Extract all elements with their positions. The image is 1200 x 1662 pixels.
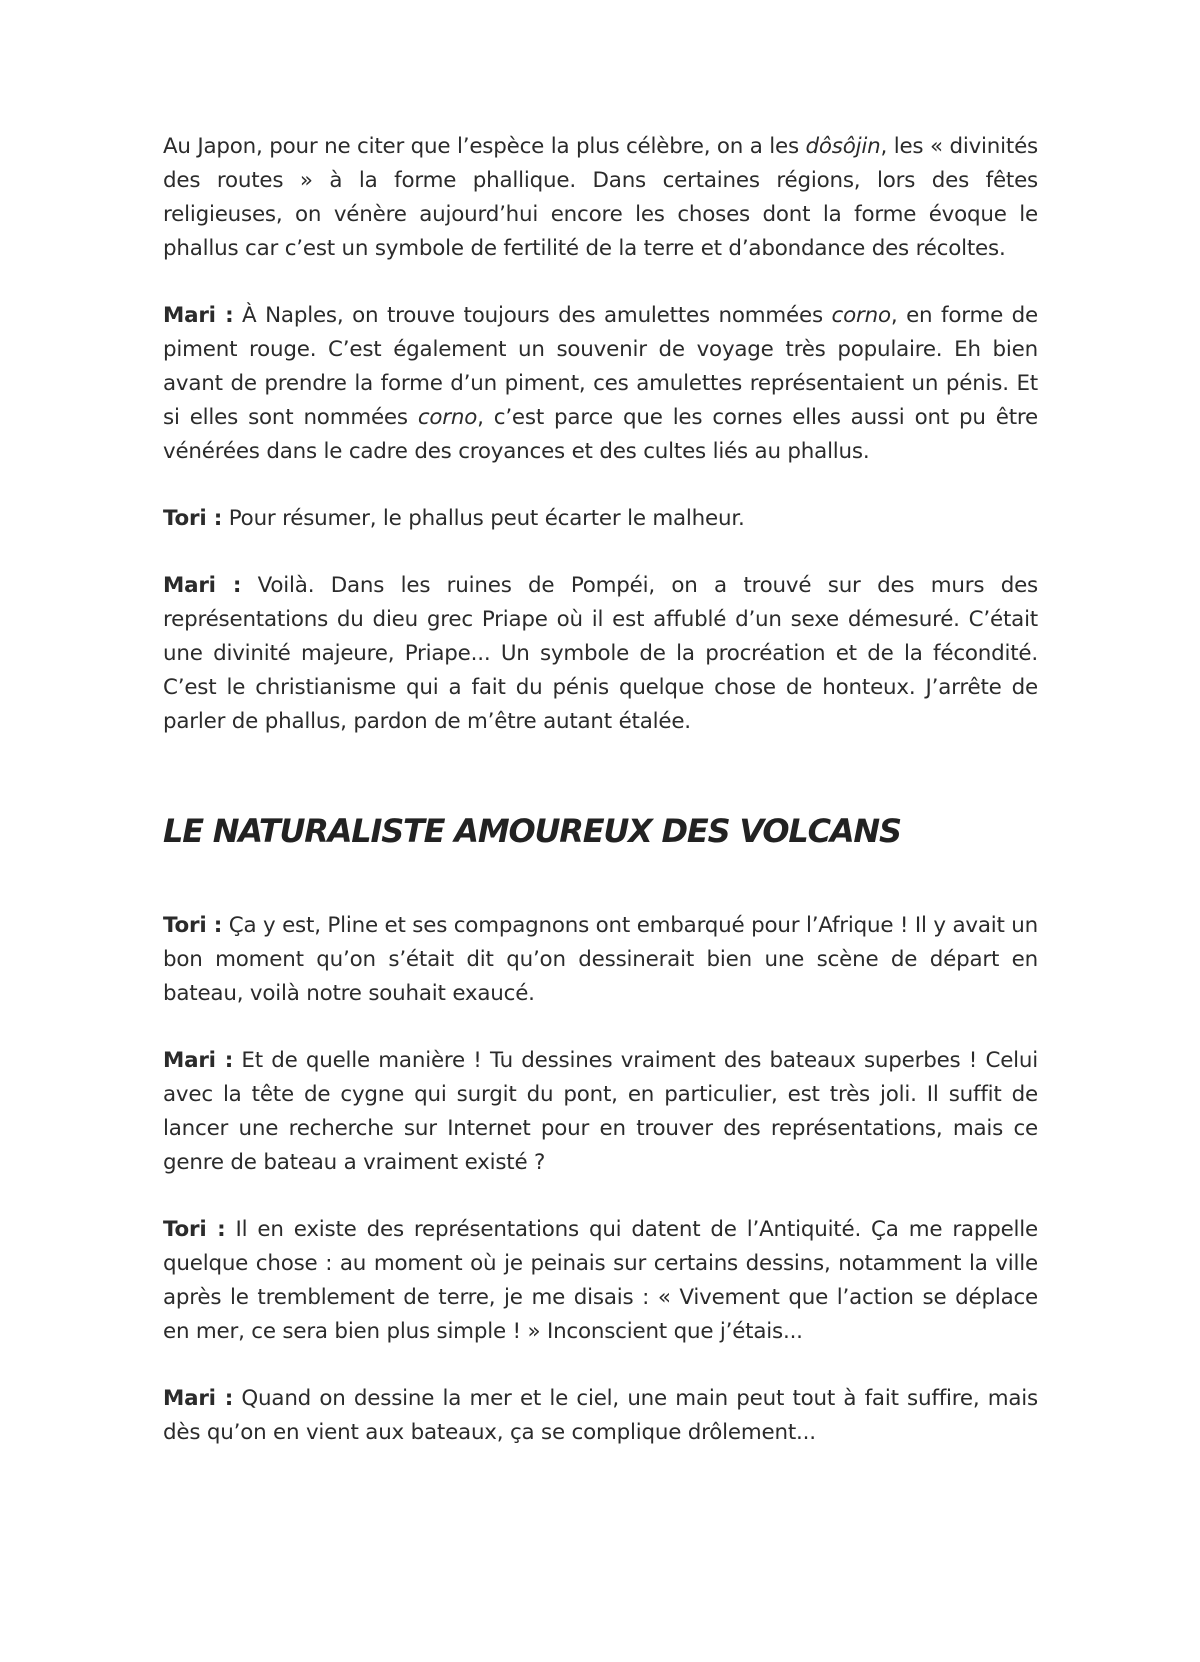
paragraph-text: , c’est parce que les cornes elles aussi ont pu être vénérées dans le cadre des croyances et des cultes liés au phallus. (163, 405, 1038, 464)
speaker-label: Mari : (163, 1386, 234, 1411)
speaker-label: Tori : (163, 506, 223, 531)
paragraph-text: , les « divinités des routes » à la forme phallique. Dans certaines régions, lors des fêtes religieuses, on vénère aujourd’hui encore les choses dont la forme évoque le phallus car c’est un symbole de fertilité de la terre et d’abondance des récoltes. (163, 134, 1038, 261)
paragraph-bateaux (163, 1044, 1038, 1180)
paragraph-text: Ça y est, Pline et ses compagnons ont embarqué pour l’Afrique ! Il y avait un bon moment qu’on s’était dit qu’on dessinerait bien une scène de départ en bateau, voilà notre souhait exaucé. (163, 913, 1038, 1006)
speaker-label: Mari : (163, 573, 242, 598)
speaker-label: Mari : (163, 303, 234, 328)
paragraph-mer-ciel (163, 1382, 1038, 1450)
italic-term: corno (417, 405, 478, 430)
paragraph-text: , en forme de piment rouge. C’est également un souvenir de voyage très populaire. Eh bien avant de prendre la forme d’un piment, ces amulettes représentaient un pénis. Et si elles sont nommées (163, 303, 1039, 430)
paragraph-text: Il en existe des représentations qui datent de l’Antiquité. Ça me rappelle quelque chose : au moment où je peinais sur certains dessins, notamment la ville après le tremblement de terre, je me disais : « Vivement que l’action se déplace en mer, ce sera bien plus simple ! » Inconscient que j’étais... (163, 1217, 1038, 1344)
page-content (163, 130, 1038, 1483)
speaker-label: Mari : (163, 1048, 234, 1073)
italic-term: dôsôjin (805, 134, 881, 159)
paragraph-text: Et de quelle manière ! Tu dessines vraiment des bateaux superbes ! Celui avec la tête de cygne qui surgit du pont, en particulier, est très joli. Il suffit de lancer une recherche sur Internet pour en trouver des représentations, mais ce genre de bateau a vraiment existé ? (163, 1048, 1038, 1175)
paragraph-resumer (163, 502, 1038, 536)
paragraph-antiquite (163, 1213, 1038, 1349)
paragraph-naples (163, 299, 1038, 469)
paragraph-text: Quand on dessine la mer et le ciel, une main peut tout à fait suffire, mais dès qu’on en vient aux bateaux, ça se complique drôlement... (163, 1386, 1038, 1445)
speaker-label: Tori : (163, 1217, 226, 1242)
paragraph-text: Pour résumer, le phallus peut écarter le malheur. (222, 506, 745, 531)
section-heading: LE NATURALISTE AMOUREUX DES VOLCANS (163, 812, 901, 850)
paragraph-text: Au Japon, pour ne citer que l’espèce la plus célèbre, on a les (163, 134, 806, 159)
paragraph-text: Voilà. Dans les ruines de Pompéi, on a trouvé sur des murs des représentations du dieu grec Priape où il est affublé d’un sexe démesuré. C’était une divinité majeure, Priape... Un symbole de la procréation et de la fécondité. C’est le christianisme qui a fait du pénis quelque chose de honteux. J’arrête de parler de phallus, pardon de m’être autant étalée. (163, 573, 1039, 734)
italic-term: corno (831, 303, 891, 328)
speaker-label: Tori : (163, 913, 223, 938)
paragraph-pompei (163, 569, 1038, 739)
paragraph-text: À Naples, on trouve toujours des amulettes nommées (233, 303, 832, 328)
paragraph-pline (163, 909, 1038, 1011)
paragraph-dosojin (163, 130, 1038, 266)
